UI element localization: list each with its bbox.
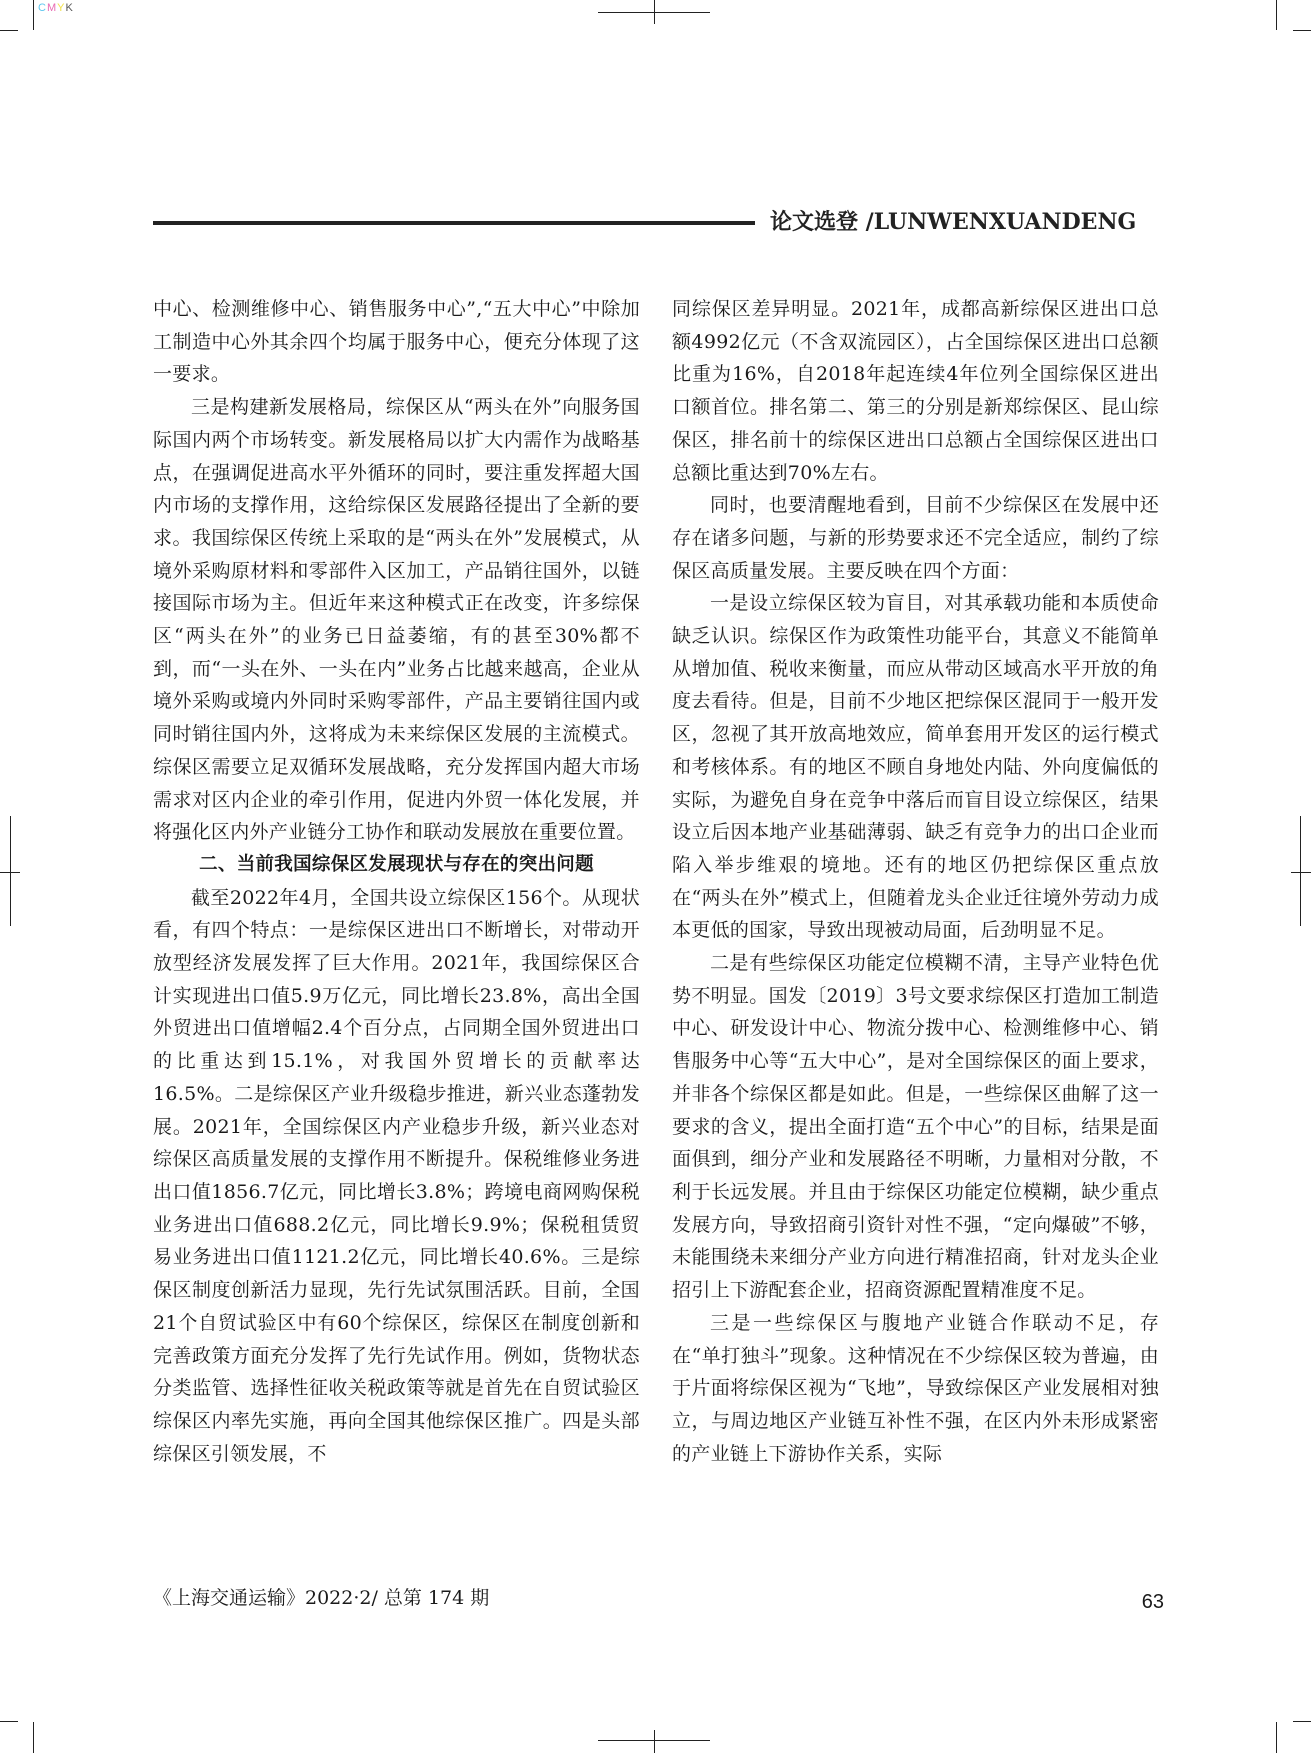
section-title: 论文选登 /LUNWENXUANDENG	[770, 209, 1137, 235]
crop-mark-tl-v	[33, 0, 34, 30]
crop-mark-br-v	[1276, 1722, 1277, 1753]
paragraph: 一是设立综保区较为盲目，对其承载功能和本质使命缺乏认识。综保区作为政策性功能平台，其意义不能简单从增加值、税收来衡量，而应从带动区域高水平开放的角度去看待。但是，目前不少地区把综保区混同于一般开发区，忽视了其开放高地效应，简单套用开发区的运行模式和考核体系。有的地区不顾自身地处内陆、外向度偏低的实际，为避免自身在竞争中落后而盲目设立综保区，结果设立后因本地产业基础薄弱、缺乏有竞争力的出口企业而陷入举步维艰的境地。还有的地区仍把综保区重点放在“两头在外”模式上，但随着龙头企业迁往境外劳动力成本更低的国家，导致出现被动局面，后劲明显不足。	[672, 592, 1159, 942]
page-number: 63	[1141, 1591, 1164, 1613]
cmyk-m: M	[46, 2, 57, 14]
right-column	[672, 293, 1159, 1470]
crop-mark-right-mid-h	[1291, 872, 1311, 873]
crop-mark-top-center-v	[654, 0, 655, 24]
crop-mark-bl-v	[33, 1722, 34, 1753]
cmyk-y: Y	[57, 2, 65, 14]
crop-mark-br-h	[1293, 1721, 1311, 1722]
paragraph: 同综保区差异明显。2021年，成都高新综保区进出口总额4992亿元（不含双流园区），占全国综保区进出口总额比重为16%，自2018年起连续4年位列全国综保区进出口额首位。排名第二、第三的分别是新郑综保区、昆山综保区，排名前十的综保区进出口总额占全国综保区进出口总额比重达到70%左右。	[672, 298, 1159, 484]
left-column	[153, 293, 640, 1470]
header-rule	[153, 221, 755, 225]
crop-mark-bl-h	[0, 1721, 18, 1722]
crop-mark-tr-v	[1276, 0, 1277, 30]
crop-mark-tl-h	[0, 30, 18, 31]
crop-mark-left-mid-v	[10, 816, 11, 926]
crop-mark-tr-h	[1293, 30, 1311, 31]
paragraph: 三是构建新发展格局，综保区从“两头在外”向服务国际国内两个市场转变。新发展格局以扩大内需作为战略基点，在强调促进高水平外循环的同时，要注重发挥超大国内市场的支撑作用，这给综保区发展路径提出了全新的要求。我国综保区传统上采取的是“两头在外”发展模式，从境外采购原材料和零部件入区加工，产品销往国外，以链接国际市场为主。但近年来这种模式正在改变，许多综保区“两头在外”的业务已日益萎缩，有的甚至30%都不到，而“一头在外、一头在内”业务占比越来越高，企业从境外采购或境内外同时采购零部件，产品主要销往国内或同时销往国内外，这将成为未来综保区发展的主流模式。综保区需要立足双循环发展战略，充分发挥国内超大市场需求对区内企业的牵引作用，促进内外贸一体化发展，并将强化区内外产业链分工协作和联动发展放在重要位置。	[153, 396, 640, 844]
paragraph: 同时，也要清醒地看到，目前不少综保区在发展中还存在诸多问题，与新的形势要求还不完全适应，制约了综保区高质量发展。主要反映在四个方面：	[672, 494, 1159, 582]
paragraph: 截至2022年4月，全国共设立综保区156个。从现状看，有四个特点：一是综保区进出口不断增长，对带动开放型经济发展发挥了巨大作用。2021年，我国综保区合计实现进出口值5.9万亿元，同比增长23.8%，高出全国外贸进出口值增幅2.4个百分点，占同期全国外贸进出口的比重达到15.1%，对我国外贸增长的贡献率达16.5%。二是综保区产业升级稳步推进，新兴业态蓬勃发展。2021年，全国综保区内产业稳步升级，新兴业态对综保区高质量发展的支撑作用不断提升。保税维修业务进出口值1856.7亿元，同比增长3.8%；跨境电商网购保税业务进出口值688.2亿元，同比增长9.9%；保税租赁贸易业务进出口值1121.2亿元，同比增长40.6%。三是综保区制度创新活力显现，先行先试氛围活跃。目前，全国21个自贸试验区中有60个综保区，综保区在制度创新和完善政策方面充分发挥了先行先试作用。例如，货物状态分类监管、选择性征收关税政策等就是首先在自贸试验区综保区内率先实施，再向全国其他综保区推广。四是头部综保区引领发展，不	[153, 886, 640, 1465]
cmyk-k: K	[65, 2, 73, 14]
paragraph: 二是有些综保区功能定位模糊不清，主导产业特色优势不明显。国发〔2019〕3号文要求综保区打造加工制造中心、研发设计中心、物流分拨中心、检测维修中心、销售服务中心等“五大中心”，是对全国综保区的面上要求，并非各个综保区都是如此。但是，一些综保区曲解了这一要求的含义，提出全面打造“五个中心”的目标，结果是面面俱到，细分产业和发展路径不明晰，力量相对分散，不利于长远发展。并且由于综保区功能定位模糊，缺少重点发展方向，导致招商引资针对性不强，“定向爆破”不够，未能围绕未来细分产业方向进行精准招商，针对龙头企业招引上下游配套企业，招商资源配置精准度不足。	[672, 952, 1159, 1302]
cmyk-color-bar	[38, 0, 73, 16]
crop-mark-bottom-center-v	[654, 1730, 655, 1753]
paragraph: 三是一些综保区与腹地产业链合作联动不足，存在“单打独斗”现象。这种情况在不少综保区较为普遍，由于片面将综保区视为“飞地”，导致综保区产业发展相对独立，与周边地区产业链互补性不强，在区内外未形成紧密的产业链上下游协作关系，实际	[672, 1311, 1159, 1465]
crop-mark-right-mid-v	[1300, 816, 1301, 926]
paragraph: 中心、检测维修中心、销售服务中心”,“五大中心”中除加工制造中心外其余四个均属于服务中心，便充分体现了这一要求。	[153, 298, 640, 386]
journal-citation: 《上海交通运输》2022·2/ 总第 174 期	[153, 1587, 490, 1609]
cmyk-c: C	[38, 2, 46, 14]
section-heading: 二、当前我国综保区发展现状与存在的突出问题	[199, 853, 594, 875]
